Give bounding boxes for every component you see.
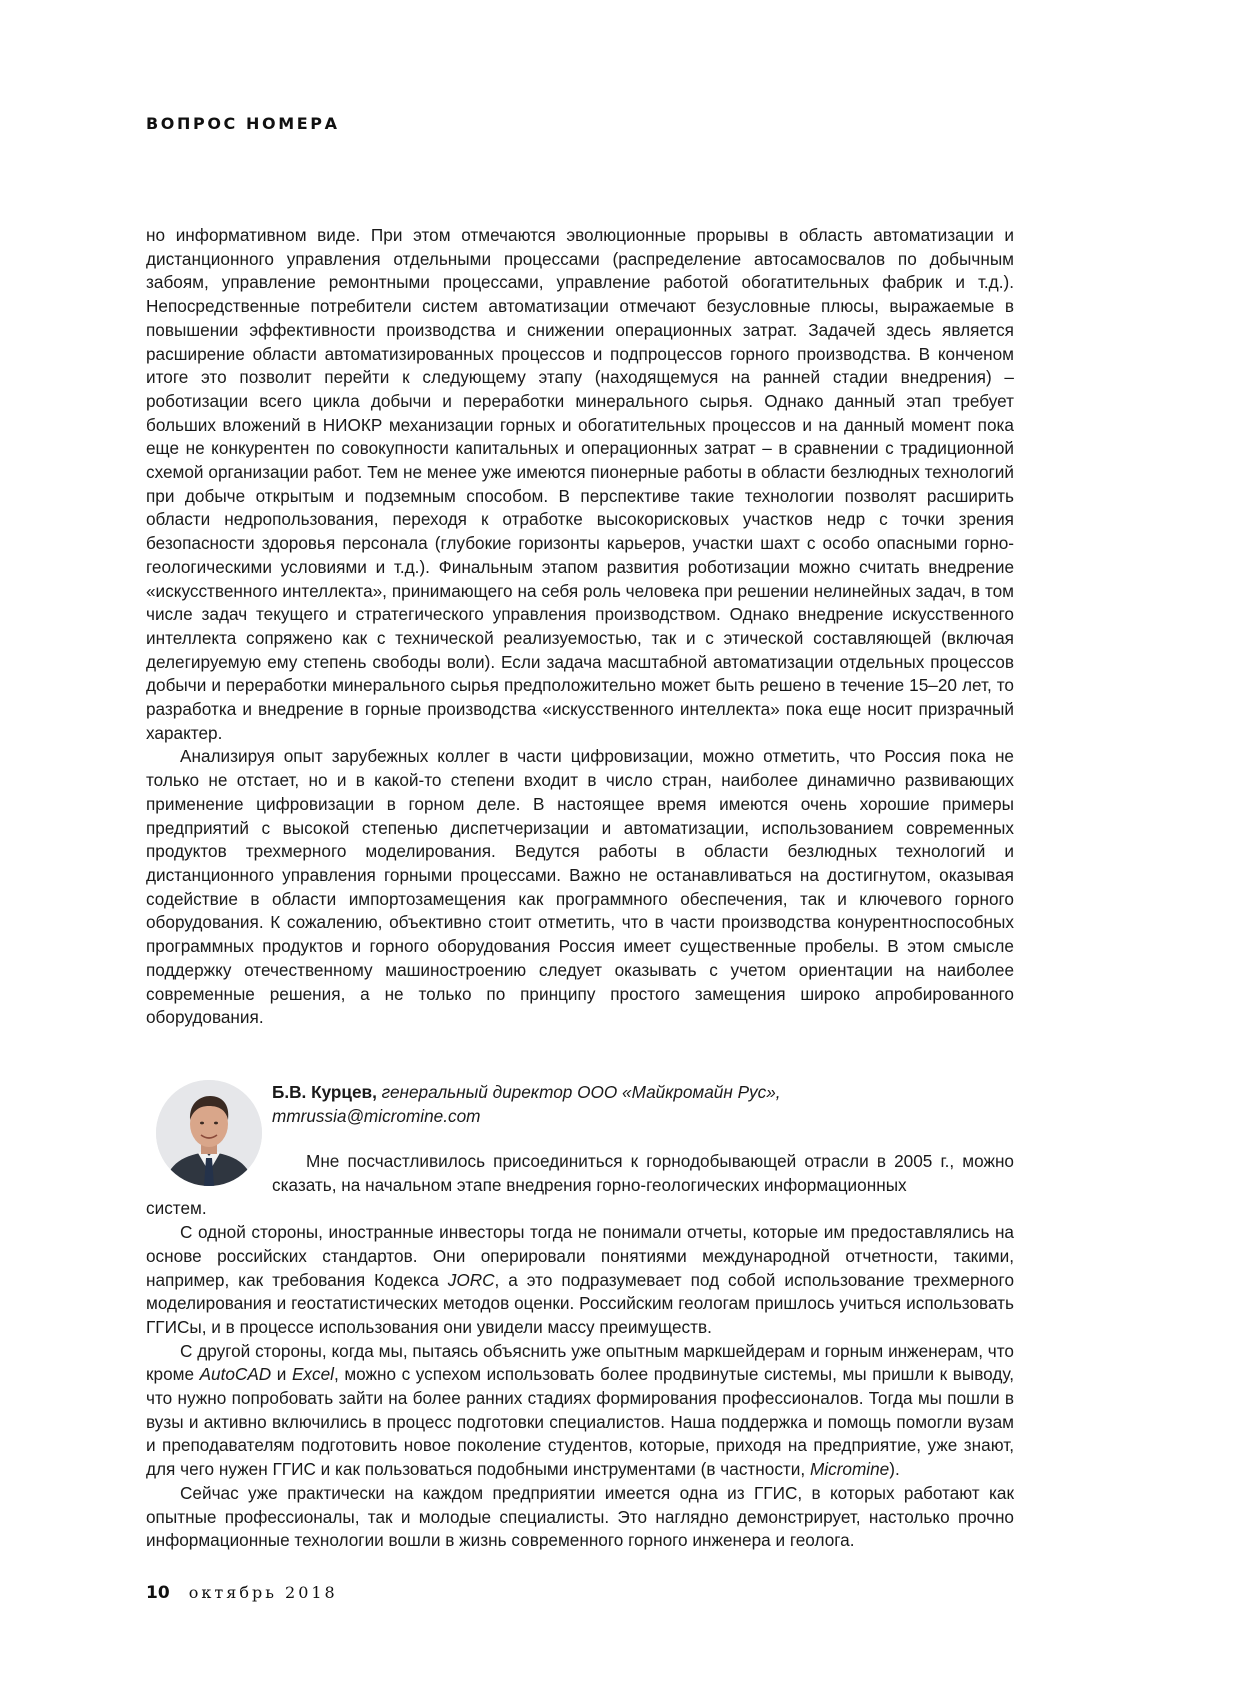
text-span: , а это подразумевает под собой использование трехмерного моделирования и геостатистических методов оценки. Российским геологам пришлось учиться использовать ГГИСы, и в процессе использования они увидели массу преимуществ. — [146, 1269, 1014, 1337]
paragraph: Сейчас уже практически на каждом предприятии имеется одна из ГГИС, в которых работают как опытные профессионалы, так и молодые специалисты. Это наглядно демонстрирует, настолько прочно информационные технологии вошли в жизнь современного горного инженера и геолога. — [146, 1482, 1014, 1551]
page-footer — [146, 1583, 338, 1603]
section-title: ВОПРОС НОМЕРА — [146, 114, 340, 133]
paragraph — [146, 1340, 1014, 1482]
term-micromine: Micromine — [809, 1459, 890, 1480]
term-excel: Excel — [291, 1364, 334, 1385]
author-info — [272, 1080, 1014, 1128]
text-span: С одной стороны, иностранные инвесторы тогда не понимали отчеты, которые им предоставлялись на основе российских стандартов. Они оперировали понятиями международной отчетности, такими, например, как требования Кодекса — [146, 1222, 1014, 1290]
paragraph: но информативном виде. При этом отмечаются эволюционные прорывы в область автоматизации и дистанционного управления отдельными процессами (распределение автосамосвалов по добычным забоям, управление ремонтными процессами, управление работой обогатительных фабрик и т.д.). Непосредственные потребители систем автоматизации отмечают безусловные плюсы, выражаемые в повышении эффективности производства и снижении операционных затрат. Задачей здесь является расширение области автоматизированных процессов и подпроцессов горного производства. В конченом итоге это позволит перейти к следующему этапу (находящемуся на ранней стадии внедрения) – роботизации всего цикла добычи и переработки минерального сырья. Однако данный этап требует больших вложений в НИОКР механизации горных и обогатительных процессов и на данный момент пока еще не конкурентен по совокупности капитальных и операционных затрат – в сравнении с традиционной схемой организации работ. Тем не менее уже имеются пионерные работы в области безлюдных технологий при добыче открытым и подземным способом. В перспективе такие технологии позволят расширить области недропользования, переходя к отработке высокорисковых участков недр с точки зрения безопасности здоровья персонала (глубокие горизонты карьеров, участки шахт с особо опасными горно-геологическими условиями и т.д.). Финальным этапом развития роботизации можно считать внедрение «искусственного интеллекта», принимающего на себя роль человека при решении нелинейных задач, в том числе задач текущего и стратегического управления производством. Однако внедрение искусственного интеллекта сопряжено как с технической реализуемостью, так и с этической составляющей (включая делегируемую ему степень свободы воли). Если задача масштабной автоматизации отдельных процессов добычи и переработки минерального сырья предположительно может быть решено в течение 15–20 лет, то разработка и внедрение в горные производства «искусственного интеллекта» пока еще носит призрачный характер. — [146, 225, 1014, 743]
paragraph: Мне посчастливилось присоединиться к горнодобывающей отрасли в 2005 г., можно сказать, на начальном этапе внедрения горно-геологических информационных — [272, 1151, 1014, 1195]
author-role: генеральный директор ООО «Майкромайн Рус», — [381, 1082, 781, 1102]
issue-date: октябрь 2018 — [188, 1583, 338, 1602]
author-name: Б.В. Курцев, — [272, 1082, 377, 1102]
paragraph: Анализируя опыт зарубежных коллег в части цифровизации, можно отметить, что Россия пока не только не отстает, но и в какой-то степени входит в число стран, наиболее динамично развивающих применение цифровизации в горном деле. В настоящее время имеются очень хорошие примеры предприятий с высокой степенью диспетчеризации и автоматизации, использованием современных продуктов трехмерного моделирования. Ведутся работы в области безлюдных технологий и дистанционного управления горными процессами. Важно не останавливаться на достигнутом, оказывая содействие в области импортозамещения как программного обеспечения, так и ключевого горного оборудования. К сожалению, объективно стоит отметить, что в части производства конурентноспособных программных продуктов и горного оборудования Россия имеет существенные пробелы. В этом смысле поддержку отечественному машиностроению следует оказывать с учетом ориентации на наиболее современные решения, а не только по принципу простого замещения широко апробированного оборудования. — [146, 746, 1014, 1028]
term-autocad: AutoCAD — [199, 1364, 272, 1385]
page-number: 10 — [146, 1583, 170, 1603]
term-jorc: JORC — [447, 1269, 495, 1290]
text-span: ). — [889, 1459, 900, 1480]
text-span: С другой стороны, когда мы, пытаясь объяснить уже опытным маркшейдерам и горным инженерам, что кроме — [146, 1340, 1014, 1385]
text-span: , можно с успехом использовать более продвинутые системы, мы пришли к выводу, что нужно попробовать зайти на более ранних стадиях формирования профессионалов. Тогда мы пошли в вузы и активно включились в процесс подготовки специалистов. Наша поддержка и помощь помогли вузам и преподавателям подготовить новое поколение студентов, которые, приходя на предприятие, уже знают, для чего нужен ГГИС и как пользоваться подобными инструментами (в частности, — [146, 1364, 1014, 1480]
article-body — [146, 224, 1014, 1030]
paragraph: систем. — [146, 1198, 207, 1219]
paragraph — [146, 1221, 1014, 1340]
author-email[interactable]: mmrussia@micromine.com — [272, 1106, 481, 1126]
text-span: и — [271, 1364, 292, 1385]
interview-body — [146, 1150, 1014, 1553]
